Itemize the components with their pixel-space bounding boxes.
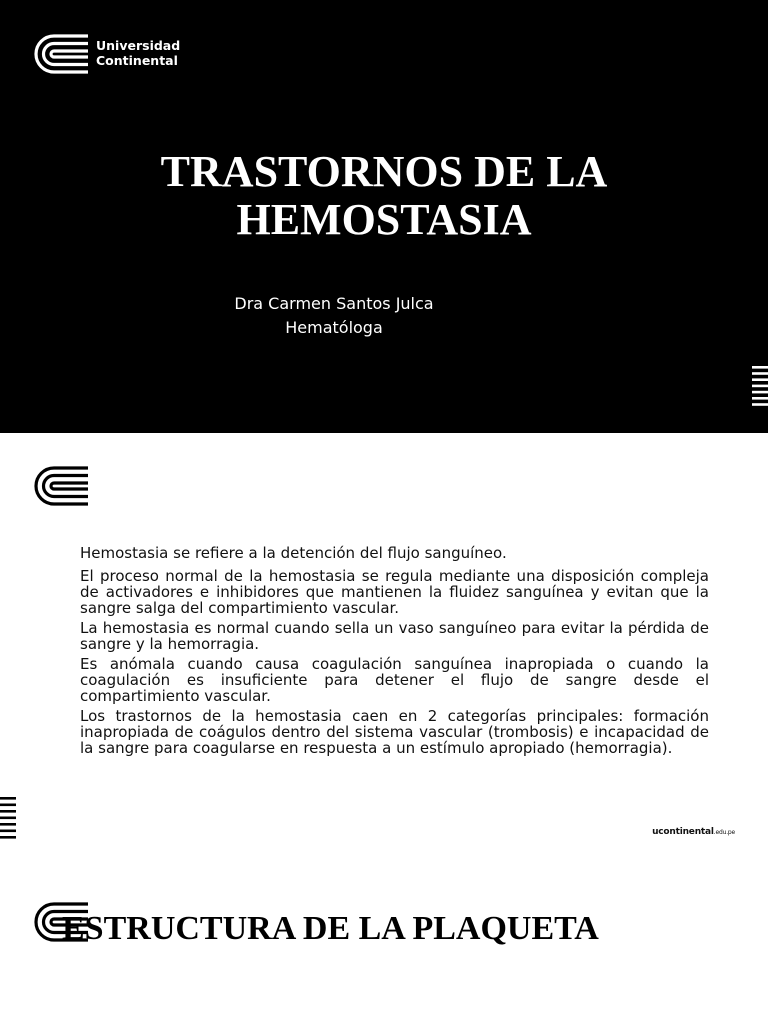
stripes-decoration-icon <box>752 366 768 406</box>
slide-title-heading <box>0 148 768 244</box>
paragraph-5: Los trastornos de la hemostasia caen en 2 categorías principales: formación inapropiada de coágulos dentro del sistema vascular (trombosis) e incapacidad de la sangre para coagularse en respuesta a un estímulo apropiado (hemorragia). <box>80 707 709 757</box>
slide-3-title: ESTRUCTURA DE LA PLAQUETA <box>62 910 599 947</box>
continental-logo-icon <box>34 34 88 74</box>
footer-url-main: ucontinental <box>652 827 714 837</box>
title-line-2: HEMOSTASIA <box>236 195 532 244</box>
brand-line-1: Universidad <box>96 38 181 53</box>
paragraph-4: Es anómala cuando causa coagulación sanguínea inapropiada o cuando la coagulación es insuficiente para detener el flujo de sangre desde el compartimiento vascular. <box>80 655 709 705</box>
author-role: Hematóloga <box>285 318 383 337</box>
paragraph-1: Hemostasia se refiere a la detención del flujo sanguíneo. <box>80 544 507 562</box>
slide-hemostasia-definition <box>0 433 768 847</box>
footer-website <box>652 827 735 837</box>
author-block <box>0 292 668 340</box>
footer-url-sub: .edu.pe <box>713 829 735 836</box>
slide-platelet-structure <box>0 847 768 1024</box>
university-brand <box>96 38 180 68</box>
continental-logo-icon <box>34 466 88 506</box>
stripes-decoration-icon <box>0 797 16 839</box>
title-line-1: TRASTORNOS DE LA <box>160 147 608 196</box>
paragraph-3: La hemostasia es normal cuando sella un vaso sanguíneo para evitar la pérdida de sangre y la hemorragia. <box>80 619 709 653</box>
slide-title <box>0 0 768 433</box>
paragraph-2: El proceso normal de la hemostasia se regula mediante una disposición compleja de activadores e inhibidores que mantienen la fluidez sanguínea y evitan que la sangre salga del compartimiento vascular. <box>80 567 709 617</box>
brand-line-2: Continental <box>96 53 178 68</box>
author-name: Dra Carmen Santos Julca <box>234 294 434 313</box>
slide-body-text <box>80 545 709 760</box>
